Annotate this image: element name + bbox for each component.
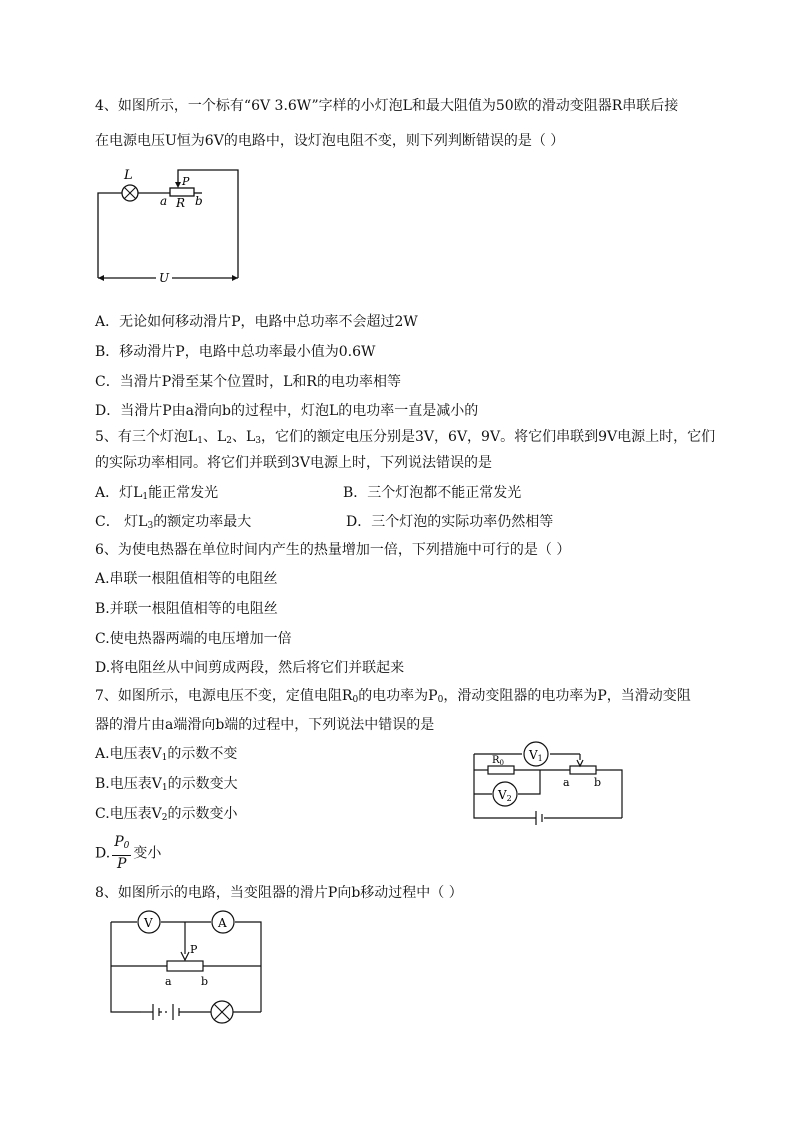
q6-option-b: B.并联一根阻值相等的电阻丝: [95, 601, 278, 617]
svg-text:b: b: [201, 975, 209, 988]
voltmeter-v1-icon: [524, 742, 548, 766]
voltmeter-icon: [138, 911, 160, 933]
ammeter-icon: [212, 911, 234, 933]
q6-stem: 6、为使电热器在单位时间内产生的热量增加一倍，下列措施中可行的是（ ）: [95, 542, 571, 558]
q4-option-d: D．当滑片P由a滑向b的过程中，灯泡L的电功率一直是减小的: [95, 403, 479, 419]
q6-option-a: A.串联一根阻值相等的电阻丝: [95, 571, 278, 587]
q7-option-c: C.电压表$V_2$的示数变小: [95, 806, 238, 823]
q4-stem-line1: 4、如图所示，一个标有“6V 3.6W”字样的小灯泡L和最大阻值为50欧的滑动变阻器R串联后接: [95, 98, 679, 114]
q4-option-c: C．当滑片P滑至某个位置时，L和R的电功率相等: [95, 374, 401, 390]
svg-text:P: P: [190, 943, 198, 956]
q6-option-d: D.将电阻丝从中间剪成两段，然后将它们并联起来: [95, 660, 405, 676]
fraction-p0-over-p: $\frac{P_0}{P}$: [114, 834, 130, 872]
q5-stem-line1: 5、有三个灯泡$L_1$、$L_2$、$L_3$，它们的额定电压分别是3V，6V，9V。将它们串联到9V电源上时，它们: [95, 429, 716, 446]
q7-stem-line1: 7、如图所示，电源电压不变，定值电阻$R_0$的电功率为$P_0$，滑动变阻器的电功率为P，当滑动变阻: [95, 688, 691, 705]
svg-text:A: A: [218, 916, 227, 930]
lamp-icon: [211, 1001, 233, 1023]
svg-text:R0: $R_0$: [492, 755, 504, 767]
label-b: b: [195, 194, 203, 208]
q4-option-a: A．无论如何移动滑片P，电路中总功率不会超过2W: [95, 314, 418, 330]
q5-stem-line2: 的实际功率相同。将它们并联到3V电源上时，下列说法错误的是: [95, 455, 493, 471]
slider-arrow-icon: [577, 760, 583, 766]
label-R: R: [176, 196, 186, 210]
voltmeter-v2-icon: [493, 782, 517, 806]
q4-circuit-figure: [90, 160, 250, 292]
slider-arrow-icon: [175, 182, 181, 188]
q4-option-b: B．移动滑片P，电路中总功率最小值为0.6W: [95, 344, 376, 360]
q8-stem: 8、如图所示的电路，当变阻器的滑片P向b移动过程中（ ）: [95, 885, 463, 901]
label-U: U: [159, 271, 170, 285]
q5-option-d: D．三个灯泡的实际功率仍然相等: [346, 514, 554, 530]
q5-option-c: C． 灯$L_3$的额定功率最大: [95, 514, 252, 531]
q4-stem-line2: 在电源电压U恒为6V的电路中，设灯泡电阻不变，则下列判断错误的是（ ）: [95, 133, 565, 149]
q7-stem-line2: 器的滑片由a端滑向b端的过程中，下列说法中错误的是: [95, 717, 435, 733]
svg-text:b: b: [594, 776, 602, 789]
q7-option-a: A.电压表$V_1$的示数不变: [95, 746, 238, 763]
lamp-icon: [122, 185, 138, 201]
svg-text:V2: V2: [498, 788, 512, 803]
svg-text:a: a: [165, 975, 172, 988]
q7-option-b: B.电压表$V_1$的示数变大: [95, 776, 238, 793]
label-a: a: [160, 194, 168, 208]
svg-text:a: a: [563, 776, 570, 789]
label-P: P: [182, 175, 190, 188]
q5-option-a: A．灯$L_1$能正常发光: [95, 485, 219, 502]
svg-text:V1: V1: [529, 748, 543, 763]
svg-text:V: V: [144, 916, 153, 930]
q7-circuit-figure: [470, 738, 630, 830]
label-L: L: [124, 168, 133, 183]
q7-option-d: D. $\frac{P_0}{P}$ 变小: [95, 834, 162, 872]
q8-circuit-figure: [105, 906, 275, 1024]
q5-option-b: B．三个灯泡都不能正常发光: [343, 485, 522, 501]
q6-option-c: C.使电热器两端的电压增加一倍: [95, 631, 292, 647]
